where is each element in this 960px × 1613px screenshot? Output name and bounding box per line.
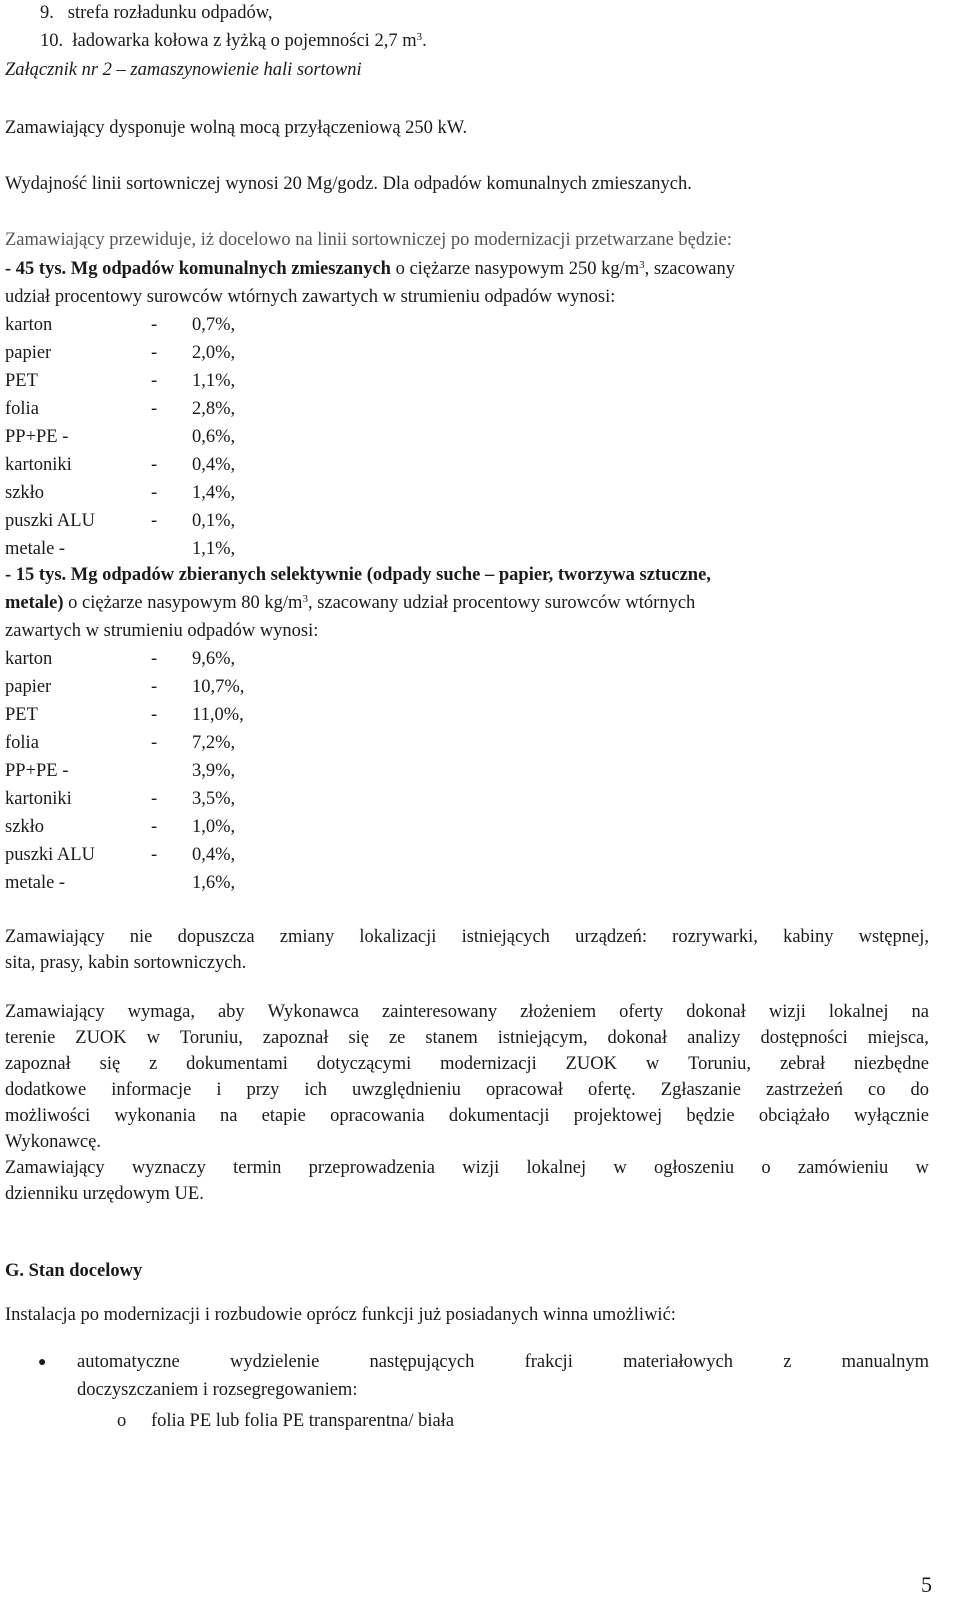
dash: - xyxy=(151,315,158,335)
word: wizji xyxy=(462,1158,500,1178)
percent-row xyxy=(5,760,236,782)
word: frakcji xyxy=(524,1352,573,1372)
word: zmiany xyxy=(279,927,335,947)
bullet1-line-2: doczyszczaniem i rozsegregowaniem: xyxy=(77,1380,358,1400)
superscript: 3 xyxy=(639,259,645,271)
word: automatyczne xyxy=(77,1352,180,1372)
word: o xyxy=(761,1158,771,1178)
percent-row xyxy=(5,648,236,670)
bullet1-line-1 xyxy=(77,1351,929,1373)
word: możliwości xyxy=(5,1106,91,1126)
word: terenie xyxy=(5,1028,56,1048)
dash: - xyxy=(151,733,158,753)
section2-lead2-tail: , szacowany udział procentowy surowców wtórnych xyxy=(307,593,696,613)
percent-row xyxy=(5,704,244,726)
dash: - xyxy=(151,705,158,725)
material-name: papier xyxy=(5,677,52,697)
word: ogłoszeniu xyxy=(653,1158,735,1178)
material-name: puszki ALU xyxy=(5,845,95,865)
list-tail: . xyxy=(422,31,427,51)
section2-lead2-rest: o ciężarze nasypowym 80 kg/m xyxy=(63,593,303,613)
word: rozrywarki, xyxy=(672,927,758,947)
percent-value: 11,0%, xyxy=(192,705,244,725)
para3-line-2: dzienniku urzędowym UE. xyxy=(5,1184,204,1204)
dash: - xyxy=(151,399,158,419)
section1-line2: udział procentowy surowców wtórnych zawartych w strumieniu odpadów wynosi: xyxy=(5,287,616,307)
word: wykonania xyxy=(114,1106,196,1126)
para3-line-1 xyxy=(5,1157,929,1179)
word: etapie xyxy=(261,1106,306,1126)
percent-value: 0,7%, xyxy=(192,315,236,335)
section2-line3: zawartych w strumieniu odpadów wynosi: xyxy=(5,621,319,641)
section-g-intro: Instalacja po modernizacji i rozbudowie oprócz funkcji już posiadanych winna umożliwić: xyxy=(5,1305,676,1325)
word: dokumentami xyxy=(186,1054,288,1074)
para2-line-1 xyxy=(5,1001,929,1023)
superscript: 3 xyxy=(416,31,423,43)
word: ofertę. xyxy=(588,1080,636,1100)
percent-value: 3,9%, xyxy=(192,761,236,781)
dash: - xyxy=(151,845,158,865)
word: aby xyxy=(217,1002,245,1022)
percent-row xyxy=(5,426,236,448)
word: dotyczącymi xyxy=(316,1054,412,1074)
sub-bullet-icon: o xyxy=(117,1411,127,1431)
word: następujących xyxy=(369,1352,475,1372)
word: zebrał xyxy=(779,1054,826,1074)
word: w xyxy=(146,1028,160,1048)
material-name: kartoniki xyxy=(5,455,72,475)
word: i xyxy=(216,1080,222,1100)
material-name: szkło xyxy=(5,817,45,837)
word: Toruniu, xyxy=(688,1054,752,1074)
forecast-text: Zamawiający przewiduje, iż docelowo na linii sortowniczej po modernizacji przetwarzane będzie: xyxy=(5,230,732,250)
word: w xyxy=(915,1158,929,1178)
percent-value: 1,4%, xyxy=(192,483,236,503)
percent-value: 10,7%, xyxy=(192,677,245,697)
word: niezbędne xyxy=(854,1054,929,1074)
dash: - xyxy=(151,511,158,531)
section1-lead xyxy=(5,258,735,280)
word: lokalizacji xyxy=(359,927,437,947)
bullet-icon: ● xyxy=(38,1355,47,1370)
word: ze xyxy=(388,1028,406,1048)
word: z xyxy=(149,1054,158,1074)
word: dopuszcza xyxy=(177,927,255,947)
material-name: folia xyxy=(5,733,39,753)
word: opracował xyxy=(485,1080,563,1100)
dash: - xyxy=(151,483,158,503)
section2-lead-bold: - 15 tys. Mg odpadów zbieranych selektywnie (odpady suche – papier, tworzywa sztuczne, xyxy=(5,565,711,585)
material-name: karton xyxy=(5,315,53,335)
percent-value: 0,6%, xyxy=(192,427,236,447)
word: nie xyxy=(129,927,153,947)
percent-row xyxy=(5,676,245,698)
word: dokumentacji xyxy=(448,1106,550,1126)
para2-line-6: Wykonawcę. xyxy=(5,1132,101,1152)
percent-row xyxy=(5,816,236,838)
word: projektowej xyxy=(573,1106,663,1126)
word: do xyxy=(910,1080,929,1100)
dash: - xyxy=(151,343,158,363)
word: lokalnej xyxy=(828,1002,889,1022)
word: będzie xyxy=(686,1106,735,1126)
word: miejsca, xyxy=(867,1028,929,1048)
percent-row xyxy=(5,398,236,420)
word: stanem xyxy=(425,1028,478,1048)
word: co xyxy=(867,1080,886,1100)
material-name: PET xyxy=(5,705,38,725)
word: Wykonawca xyxy=(267,1002,360,1022)
para2-line-2 xyxy=(5,1027,929,1049)
dash: - xyxy=(151,817,158,837)
word: z xyxy=(783,1352,792,1372)
word: zapoznał xyxy=(5,1054,71,1074)
word: opracowania xyxy=(330,1106,425,1126)
percent-value: 3,5%, xyxy=(192,789,236,809)
word: się xyxy=(348,1028,370,1048)
percent-row xyxy=(5,314,236,336)
word: złożeniem xyxy=(520,1002,597,1022)
section2-lead2-bold: metale) xyxy=(5,593,64,613)
list-text: ładowarka kołowa z łyżką o pojemności 2,7 m xyxy=(72,31,417,51)
para2-line-4 xyxy=(5,1079,929,1101)
word: Zamawiający xyxy=(5,927,105,947)
word: dokonał xyxy=(686,1002,746,1022)
percent-row xyxy=(5,844,236,866)
word: dostępności xyxy=(760,1028,848,1048)
word: Zgłaszanie xyxy=(660,1080,741,1100)
word: wyznaczy xyxy=(131,1158,206,1178)
material-name: metale - xyxy=(5,873,66,893)
word: urządzeń: xyxy=(575,927,647,947)
section1-lead-tail: , szacowany xyxy=(644,259,736,279)
word: przeprowadzenia xyxy=(308,1158,435,1178)
percent-value: 2,8%, xyxy=(192,399,236,419)
word: Zamawiający xyxy=(5,1002,105,1022)
word: uwzględnieniu xyxy=(352,1080,461,1100)
word: zainteresowany xyxy=(382,1002,498,1022)
section1-lead-rest: o ciężarze nasypowym 250 kg/m xyxy=(390,259,640,279)
word: na xyxy=(219,1106,238,1126)
word: ZUOK xyxy=(565,1054,617,1074)
word: obciążało xyxy=(758,1106,830,1126)
section-g-title: G. Stan docelowy xyxy=(5,1261,143,1281)
word: istniejącym, xyxy=(497,1028,588,1048)
section2-lead xyxy=(5,564,711,586)
material-name: folia xyxy=(5,399,39,419)
material-name: karton xyxy=(5,649,53,669)
word: informacje xyxy=(111,1080,192,1100)
material-name: puszki ALU xyxy=(5,511,95,531)
material-name: metale - xyxy=(5,539,66,559)
material-name: szkło xyxy=(5,483,45,503)
dash: - xyxy=(151,371,158,391)
word: ich xyxy=(304,1080,327,1100)
word: istniejących xyxy=(461,927,550,947)
para1-line-1 xyxy=(5,926,929,948)
percent-value: 7,2%, xyxy=(192,733,236,753)
percent-value: 0,4%, xyxy=(192,455,236,475)
word: wizji xyxy=(768,1002,806,1022)
word: wyłącznie xyxy=(853,1106,929,1126)
capacity-line: Wydajność linii sortowniczej wynosi 20 Mg/godz. Dla odpadów komunalnych zmieszanych. xyxy=(5,174,692,194)
word: manualnym xyxy=(841,1352,929,1372)
word: lokalnej xyxy=(526,1158,587,1178)
percent-row xyxy=(5,370,236,392)
power-line: Zamawiający dysponuje wolną mocą przyłączeniową 250 kW. xyxy=(5,118,468,138)
word: termin xyxy=(233,1158,282,1178)
word: ZUOK xyxy=(75,1028,127,1048)
attachment-title: Załącznik nr 2 – zamaszynowienie hali sortowni xyxy=(5,60,362,80)
para2-line-5 xyxy=(5,1105,929,1127)
word: oferty xyxy=(619,1002,664,1022)
word: materiałowych xyxy=(623,1352,733,1372)
percent-value: 0,4%, xyxy=(192,845,236,865)
word: zapoznał xyxy=(262,1028,329,1048)
percent-value: 0,1%, xyxy=(192,511,236,531)
word: dodatkowe xyxy=(5,1080,87,1100)
percent-value: 1,6%, xyxy=(192,873,236,893)
dash: - xyxy=(151,677,158,697)
page-number: 5 xyxy=(921,1572,932,1597)
para1-line-2: sita, prasy, kabin sortowniczych. xyxy=(5,953,247,973)
dash: - xyxy=(151,649,158,669)
word: w xyxy=(645,1054,660,1074)
word: Zamawiający xyxy=(5,1158,105,1178)
material-name: PP+PE - xyxy=(5,761,69,781)
percent-value: 1,1%, xyxy=(192,371,236,391)
percent-value: 1,0%, xyxy=(192,817,236,837)
word: się xyxy=(99,1054,121,1074)
material-name: kartoniki xyxy=(5,789,72,809)
word: wstępnej, xyxy=(858,927,929,947)
dash: - xyxy=(151,455,158,475)
percent-value: 9,6%, xyxy=(192,649,236,669)
word: wymaga, xyxy=(127,1002,195,1022)
list-text: strefa rozładunku odpadów, xyxy=(67,3,273,23)
material-name: papier xyxy=(5,343,52,363)
word: wydzielenie xyxy=(229,1352,320,1372)
list-number: 9. xyxy=(40,3,54,23)
percent-value: 1,1%, xyxy=(192,539,236,559)
superscript: 3 xyxy=(302,593,308,605)
word: dokonał xyxy=(607,1028,668,1048)
percent-row xyxy=(5,538,236,560)
percent-row xyxy=(5,788,236,810)
section1-lead-bold: - 45 tys. Mg odpadów komunalnych zmieszanych xyxy=(5,259,391,279)
word: kabiny xyxy=(783,927,834,947)
percent-row xyxy=(5,342,236,364)
word: Toruniu, xyxy=(179,1028,243,1048)
list-item-9 xyxy=(40,2,273,24)
forecast-line xyxy=(5,229,732,251)
word: analizy xyxy=(687,1028,741,1048)
list-number: 10. xyxy=(40,31,64,51)
material-name: PET xyxy=(5,371,38,391)
material-name: PP+PE - xyxy=(5,427,69,447)
percent-row xyxy=(5,872,236,894)
word: modernizacji xyxy=(440,1054,537,1074)
percent-row xyxy=(5,454,236,476)
percent-row xyxy=(5,732,236,754)
percent-row xyxy=(5,510,236,532)
section2-lead2 xyxy=(5,592,695,614)
word: przy xyxy=(246,1080,280,1100)
para2-line-3 xyxy=(5,1053,929,1075)
word: na xyxy=(911,1002,929,1022)
word: zastrzeżeń xyxy=(765,1080,843,1100)
percent-row xyxy=(5,482,236,504)
dash: - xyxy=(151,789,158,809)
sub-item: folia PE lub folia PE transparentna/ biała xyxy=(151,1411,455,1431)
word: w xyxy=(613,1158,627,1178)
list-item-10 xyxy=(40,30,427,52)
percent-value: 2,0%, xyxy=(192,343,236,363)
word: zamówieniu xyxy=(797,1158,889,1178)
